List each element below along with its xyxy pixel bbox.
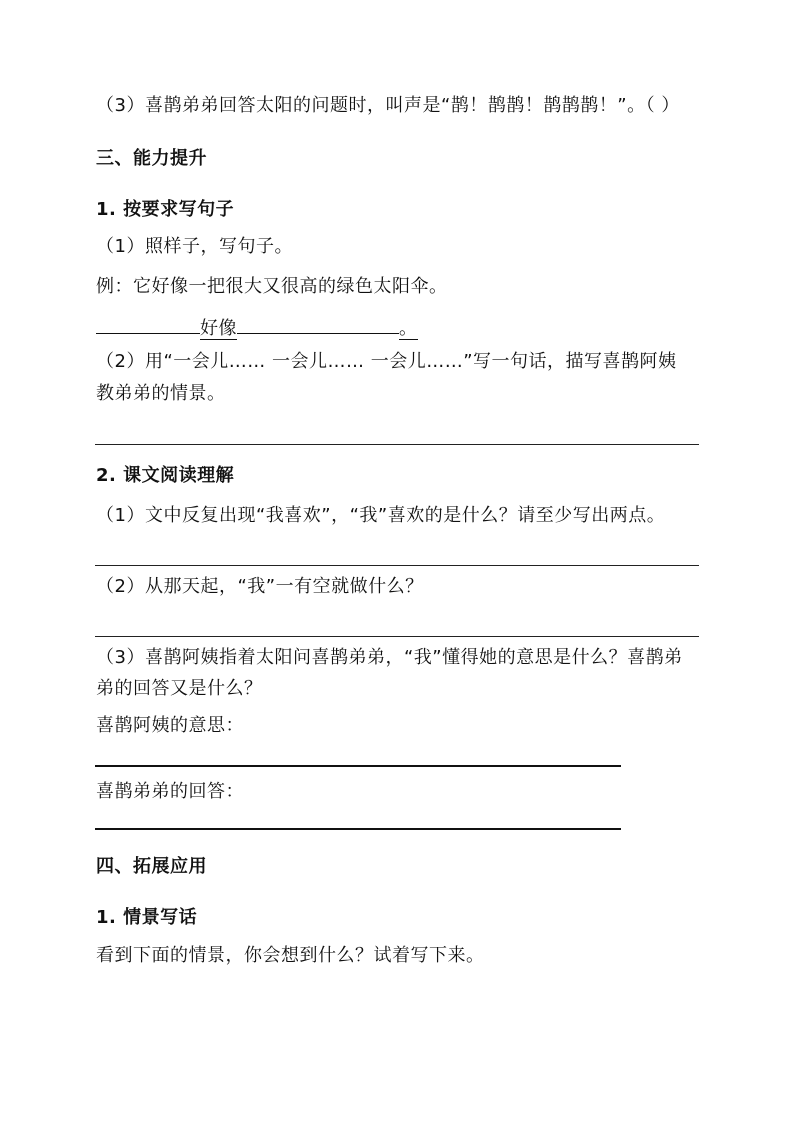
fill-in-sentence: [96, 313, 418, 342]
blank-line-1[interactable]: [96, 313, 200, 334]
answer-label-aunt: 喜鹊阿姨的意思：: [96, 715, 244, 736]
reading-q2: （2）从那天起，“我”一有空就做什么？: [96, 576, 424, 597]
reading-q3-line1: （3）喜鹊阿姨指着太阳问喜鹊弟弟，“我”懂得她的意思是什么？喜鹊弟: [96, 647, 683, 668]
reading-q1: （1）文中反复出现“我喜欢”，“我”喜欢的是什么？请至少写出两点。: [96, 505, 666, 526]
exercise-1-title: 1. 按要求写句子: [96, 199, 235, 220]
fill-word: 好像: [200, 318, 237, 339]
writing-title: 1. 情景写话: [96, 907, 198, 928]
question-2-3: （3）喜鹊弟弟回答太阳的问题时，叫声是“鹊！鹊鹊！鹊鹊鹊！”。（ ）: [96, 95, 680, 116]
section-heading-4: 四、拓展应用: [96, 856, 207, 877]
answer-label-brother: 喜鹊弟弟的回答：: [96, 781, 244, 802]
answer-line[interactable]: [95, 636, 699, 637]
exercise-2-title: 2. 课文阅读理解: [96, 465, 235, 486]
fill-end: 。: [399, 318, 418, 339]
answer-line[interactable]: [95, 565, 699, 566]
answer-line[interactable]: [95, 444, 699, 445]
exercise-1-sub2-line1: （2）用“一会儿…… 一会儿…… 一会儿……”写一句话，描写喜鹊阿姨: [96, 351, 677, 372]
writing-prompt: 看到下面的情景，你会想到什么？试着写下来。: [96, 945, 485, 966]
answer-line[interactable]: [95, 765, 621, 767]
blank-line-2[interactable]: [237, 313, 399, 334]
example-sentence: 例：它好像一把很大又很高的绿色太阳伞。: [96, 276, 448, 297]
exercise-1-sub1: （1）照样子，写句子。: [96, 236, 293, 257]
answer-line[interactable]: [95, 828, 621, 830]
section-heading-3: 三、能力提升: [96, 148, 207, 169]
exercise-1-sub2-line2: 教弟弟的情景。: [96, 383, 226, 404]
reading-q3-line2: 弟的回答又是什么？: [96, 678, 263, 699]
